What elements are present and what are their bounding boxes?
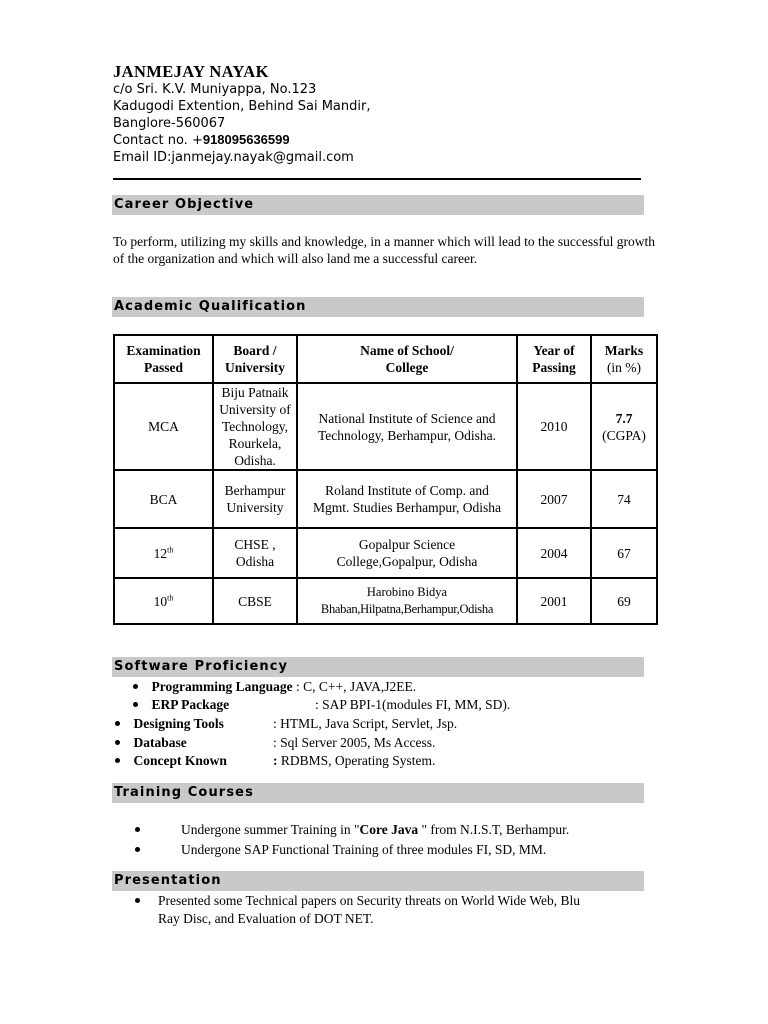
cell-school: Harobino Bidya Bhaban,Hilpatna,Berhampur,Odisha	[297, 578, 517, 624]
bullet-icon	[133, 702, 138, 707]
list-item	[135, 821, 140, 839]
section-title: Academic Qualification	[114, 299, 307, 314]
cell-year: 2010	[517, 383, 591, 470]
cell-exam: 10th	[114, 578, 213, 624]
address-line-3: Banglore-560067	[113, 115, 226, 131]
list-item	[135, 841, 140, 859]
cell-school: Gopalpur Science College,Gopalpur, Odisha	[297, 528, 517, 578]
section-career-objective	[112, 195, 644, 215]
table-row	[114, 528, 657, 578]
section-title: Software Proficiency	[114, 659, 289, 674]
table-header-row	[114, 335, 657, 383]
bullet-icon	[115, 721, 120, 726]
list-item: Designing Tools	[115, 715, 224, 733]
header-school: Name of School/ College	[297, 335, 517, 383]
bullet-icon	[135, 847, 140, 852]
list-item: Programming Language : C, C++, JAVA,J2EE.	[133, 678, 416, 696]
list-item-value: : RDBMS, Operating System.	[273, 753, 436, 768]
section-title: Presentation	[114, 873, 222, 888]
list-item-text: Undergone SAP Functional Training of three modules FI, SD, MM.	[181, 842, 547, 857]
cell-board: Biju Patnaik University of Technology, Rourkela, Odisha.	[213, 383, 297, 470]
section-software-proficiency	[112, 657, 644, 677]
list-item-value: : Sql Server 2005, Ms Access.	[273, 735, 436, 750]
bullet-icon	[135, 827, 140, 832]
section-presentation	[112, 871, 644, 891]
contact-label: Contact no. +	[113, 133, 203, 149]
cell-year: 2001	[517, 578, 591, 624]
academic-table	[113, 334, 658, 625]
resume-header	[113, 62, 653, 167]
table-row	[114, 578, 657, 624]
candidate-name: JANMEJAY NAYAK	[113, 62, 269, 81]
header-examination: Examination Passed	[114, 335, 213, 383]
list-item: ERP Package	[133, 696, 229, 714]
list-item	[135, 892, 140, 910]
bullet-icon	[115, 740, 120, 745]
section-title: Training Courses	[114, 785, 254, 800]
cell-marks: 7.7 (CGPA)	[591, 383, 657, 470]
cell-year: 2004	[517, 528, 591, 578]
section-training-courses	[112, 783, 644, 803]
section-title: Career Objective	[114, 197, 255, 212]
cell-marks: 69	[591, 578, 657, 624]
list-item-value: : HTML, Java Script, Servlet, Jsp.	[273, 716, 458, 731]
header-board: Board / University	[213, 335, 297, 383]
section-academic-qualification	[112, 297, 644, 317]
cell-exam: BCA	[114, 470, 213, 528]
list-item: Database	[115, 734, 187, 752]
cell-marks: 74	[591, 470, 657, 528]
objective-text: To perform, utilizing my skills and knowledge, in a manner which will lead to the successful growth of the organization and which will also land me a successful career.	[113, 234, 655, 266]
cell-exam: 12th	[114, 528, 213, 578]
list-item: Concept Known	[115, 752, 227, 770]
bullet-icon	[135, 898, 140, 903]
bullet-icon	[115, 758, 120, 763]
bullet-icon	[133, 684, 138, 689]
cell-marks: 67	[591, 528, 657, 578]
list-item-text: Presented some Technical papers on Security threats on World Wide Web, Blu	[158, 893, 580, 908]
header-year: Year of Passing	[517, 335, 591, 383]
cell-school: National Institute of Science and Technology, Berhampur, Odisha.	[297, 383, 517, 470]
header-marks: Marks (in %)	[591, 335, 657, 383]
list-item-text: Undergone summer Training in "Core Java " from N.I.S.T, Berhampur.	[181, 822, 570, 837]
cell-board: CBSE	[213, 578, 297, 624]
header-divider	[113, 178, 641, 180]
email-line: Email ID:janmejay.nayak@gmail.com	[113, 150, 354, 166]
contact-number: 918095636599	[202, 132, 290, 148]
list-item-value: : SAP BPI-1(modules FI, MM, SD).	[315, 697, 511, 712]
cell-year: 2007	[517, 470, 591, 528]
table-row	[114, 470, 657, 528]
cell-board: CHSE , Odisha	[213, 528, 297, 578]
cell-school: Roland Institute of Comp. and Mgmt. Studies Berhampur, Odisha	[297, 470, 517, 528]
list-item-text: Ray Disc, and Evaluation of DOT NET.	[158, 911, 374, 926]
contact-line	[113, 132, 653, 150]
cell-exam: MCA	[114, 383, 213, 470]
address-line-1: c/o Sri. K.V. Muniyappa, No.123	[113, 82, 317, 97]
cell-board: Berhampur University	[213, 470, 297, 528]
table-row	[114, 383, 657, 470]
address-line-2: Kadugodi Extention, Behind Sai Mandir,	[113, 98, 371, 114]
